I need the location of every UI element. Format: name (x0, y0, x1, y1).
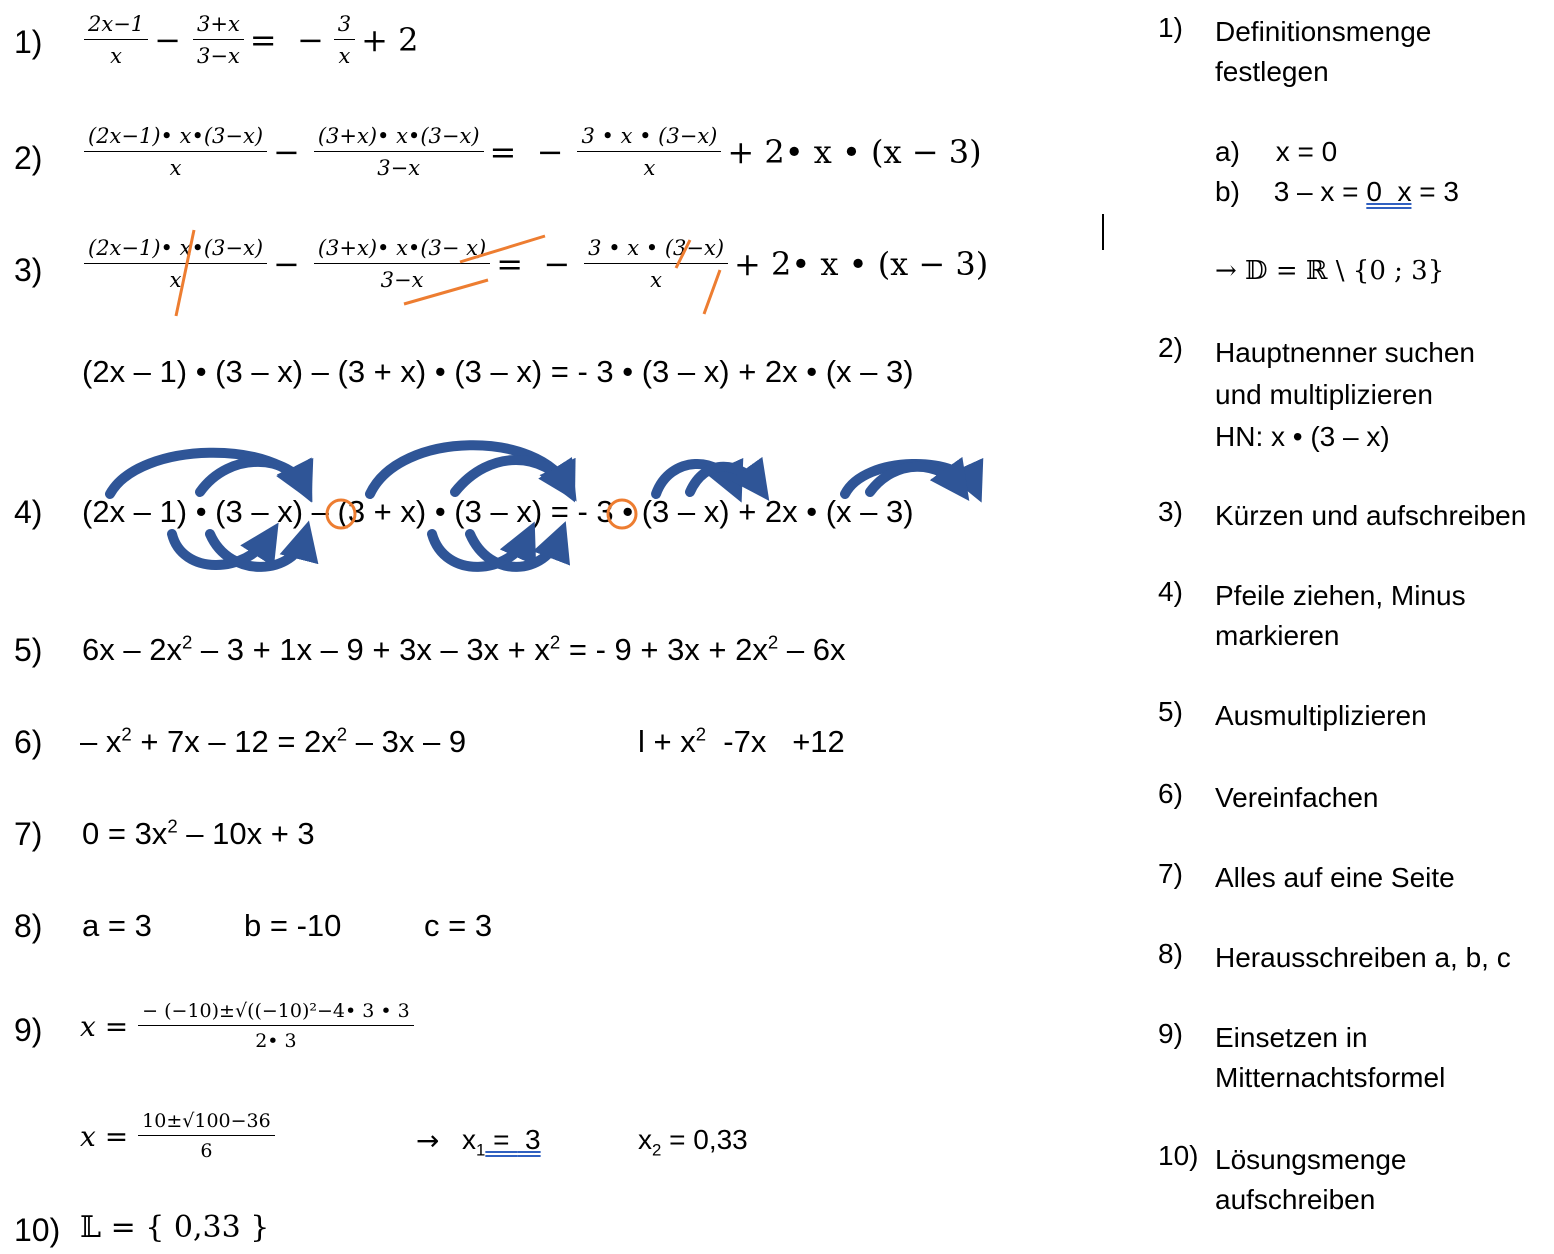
step-label-3: 3) (14, 252, 43, 288)
sub-a-text: x = 0 (1275, 136, 1338, 167)
legend-text-5 (1215, 696, 1427, 736)
step3-equals: = − (496, 245, 571, 283)
step6-sup-2: 2 (336, 723, 348, 745)
legend-1-line-2: festlegen (1215, 56, 1329, 87)
x2-value: = 0,33 (661, 1124, 748, 1155)
step8-c-value: c = 3 (424, 908, 493, 943)
step9-formula-simplified (80, 1110, 281, 1162)
step1-fraction-3-denominator: x (338, 44, 351, 68)
step2-equation (78, 124, 982, 180)
step1-equation (78, 12, 418, 68)
step9-numerator-2: 10±√100−36 (138, 1110, 275, 1136)
step3-right-term: + 2• x • (x − 3) (734, 245, 989, 283)
step2-fraction-3-numerator: 3 • x • (3−x) (577, 124, 721, 152)
legend-4-line-2: markieren (1215, 620, 1340, 651)
step-label-2: 2) (14, 140, 43, 176)
legend-text-8 (1215, 938, 1511, 978)
step1-fraction-2-denominator: 3−x (196, 44, 240, 68)
step2-fraction-3-denominator: x (643, 156, 656, 180)
step2-minus: − (273, 133, 300, 171)
step3-fraction-1-numerator: (2x−1)• x•(3−x) (84, 236, 267, 264)
legend-text-6 (1215, 778, 1378, 818)
legend-1-line-1: Definitionsmenge (1215, 16, 1432, 47)
step5-part-d: – 6x (778, 632, 846, 667)
step6-part-a: – x (80, 724, 122, 759)
step2-fraction-1-denominator: x (169, 156, 182, 180)
legend-text-2 (1215, 332, 1475, 458)
legend-num-9: 9) (1158, 1018, 1183, 1049)
legend-10-line-2: aufschreiben (1215, 1184, 1376, 1215)
step-label-4: 4) (14, 494, 43, 530)
legend-5-line-1: Ausmultiplizieren (1215, 700, 1427, 731)
step5-part-b: – 3 + 1x – 9 + 3x – 3x + x (192, 632, 550, 667)
sub-b-post: = 3 (1411, 176, 1459, 207)
sub-b-mid: 0 x (1366, 176, 1412, 207)
step3-minus: − (273, 245, 300, 283)
step6-sup-3: 2 (695, 723, 707, 745)
step3-fraction-3-denominator: x (650, 268, 663, 292)
step7-part-b: – 10x + 3 (177, 816, 315, 851)
step6-part-b: + 7x – 12 = 2x (131, 724, 337, 759)
step5-sup-2: 2 (549, 631, 561, 653)
step2-fraction-1-numerator: (2x−1)• x•(3−x) (84, 124, 267, 152)
step7-sup: 2 (167, 815, 178, 837)
step6-part-c: – 3x – 9 (347, 724, 467, 759)
legend-text-4 (1215, 576, 1466, 656)
step1-minus: − (154, 21, 181, 59)
sub-a-label: a) (1215, 136, 1240, 167)
step9-numerator: − (−10)±√((−10)²−4• 3 • 3 (138, 1000, 414, 1026)
step-label-9: 9) (14, 1012, 43, 1048)
step4-expression: (2x – 1) • (3 – x) – (3 + x) • (3 – x) = - 3 • (3 – x) + 2x • (x – 3) (82, 494, 914, 529)
step1-fraction-3-numerator: 3 (334, 12, 355, 40)
legend-text-3 (1215, 496, 1526, 536)
legend-text-1 (1215, 12, 1431, 92)
step3-result: (2x – 1) • (3 – x) – (3 + x) • (3 – x) = - 3 • (3 – x) + 2x • (x – 3) (82, 354, 914, 389)
legend-num-6: 6) (1158, 778, 1183, 809)
step10-solution-set: 𝕃 = { 0,33 } (80, 1210, 270, 1245)
step1-fraction-2-numerator: 3+x (193, 12, 244, 40)
step8-b-value: b = -10 (244, 908, 342, 943)
legend-7-line-1: Alles auf eine Seite (1215, 862, 1455, 893)
domain-sub-b (1215, 176, 1459, 208)
step5-part-a: 6x – 2x (82, 632, 182, 667)
legend-3-line-1: Kürzen und aufschreiben (1215, 500, 1527, 531)
legend-text-7 (1215, 858, 1455, 898)
legend-8-line-1: Herausschreiben a, b, c (1215, 942, 1511, 973)
step5-expression (82, 632, 845, 668)
step1-equals: = − (249, 21, 324, 59)
x2-sub: 2 (652, 1140, 662, 1160)
legend-num-10: 10) (1158, 1140, 1199, 1171)
sub-b-label: b) (1215, 176, 1240, 207)
step2-equals: = − (489, 133, 564, 171)
legend-num-2: 2) (1158, 332, 1183, 363)
step6-sup-1: 2 (121, 723, 132, 745)
legend-4-line-1: Pfeile ziehen, Minus (1215, 580, 1466, 611)
legend-num-4: 4) (1158, 576, 1183, 607)
step2-fraction-2-numerator: (3+x)• x•(3−x) (314, 124, 484, 152)
step-label-5: 5) (14, 632, 43, 668)
step2-fraction-2-denominator: 3−x (377, 156, 421, 180)
step5-sup-3: 2 (767, 631, 779, 653)
step-label-6: 6) (14, 724, 43, 760)
legend-num-7: 7) (1158, 858, 1183, 889)
step3-fraction-2-numerator: (3+x)• x•(3− x) (314, 236, 490, 264)
step2-right-term: + 2• x • (x − 3) (727, 133, 982, 171)
domain-result: → 𝔻 = ℝ \ {0 ; 3} (1215, 256, 1445, 286)
legend-9-line-1: Einsetzen in (1215, 1022, 1368, 1053)
legend-10-line-1: Lösungsmenge (1215, 1144, 1407, 1175)
legend-num-3: 3) (1158, 496, 1183, 527)
step9-x2 (638, 1124, 748, 1160)
domain-sub-a (1215, 136, 1337, 168)
x1-sub: 1 (476, 1140, 486, 1160)
step1-plus-two: + 2 (361, 21, 419, 59)
legend-num-1: 1) (1158, 12, 1183, 43)
step8-a-value: a = 3 (82, 908, 152, 943)
step9-x1 (462, 1124, 541, 1160)
step9-formula (80, 1000, 420, 1052)
step7-expression (82, 816, 315, 852)
step9-arrow: → (416, 1124, 440, 1157)
step3-equation (78, 236, 988, 292)
step3-fraction-3-numerator: 3 • x • (3−x) (584, 236, 728, 264)
step6-op-part-d: l + x (638, 724, 696, 759)
step7-part-a: 0 = 3x (82, 816, 168, 851)
step-label-10: 10) (14, 1212, 61, 1248)
step-label-8: 8) (14, 908, 43, 944)
step6-operation (638, 724, 845, 760)
step5-sup-1: 2 (181, 631, 193, 653)
step-label-1: 1) (14, 24, 43, 60)
legend-text-10 (1215, 1140, 1406, 1220)
sub-b-pre: 3 – x = (1273, 176, 1367, 207)
step1-fraction-1-denominator: x (110, 44, 122, 68)
x2-label: x (638, 1124, 652, 1155)
x1-equals: = (485, 1124, 518, 1155)
step3-fraction-1-denominator: x (169, 268, 182, 292)
legend-text-9 (1215, 1018, 1445, 1098)
step-label-7: 7) (14, 816, 43, 852)
legend-2-line-2: und multiplizieren (1215, 379, 1433, 410)
step9-x-equals: x = (80, 1009, 129, 1043)
step1-fraction-1-numerator: 2x−1 (84, 12, 148, 40)
step6-expression (80, 724, 466, 760)
legend-num-8: 8) (1158, 938, 1183, 969)
legend-9-line-2: Mitternachtsformel (1215, 1062, 1446, 1093)
legend-6-line-1: Vereinfachen (1215, 782, 1379, 813)
step9-x-equals-2: x = (80, 1119, 129, 1153)
step3-fraction-2-denominator: 3−x (380, 268, 424, 292)
legend-num-5: 5) (1158, 696, 1183, 727)
step6-op-part-e: -7x +12 (706, 724, 845, 759)
x1-label: x (462, 1124, 476, 1155)
legend-2-line-3: HN: x • (3 – x) (1215, 421, 1390, 452)
x1-value: 3 (517, 1124, 541, 1155)
legend-2-line-1: Hauptnenner suchen (1215, 337, 1475, 368)
step5-part-c: = - 9 + 3x + 2x (560, 632, 768, 667)
step9-denominator: 2• 3 (255, 1030, 297, 1052)
step9-denominator-2: 6 (200, 1140, 213, 1162)
